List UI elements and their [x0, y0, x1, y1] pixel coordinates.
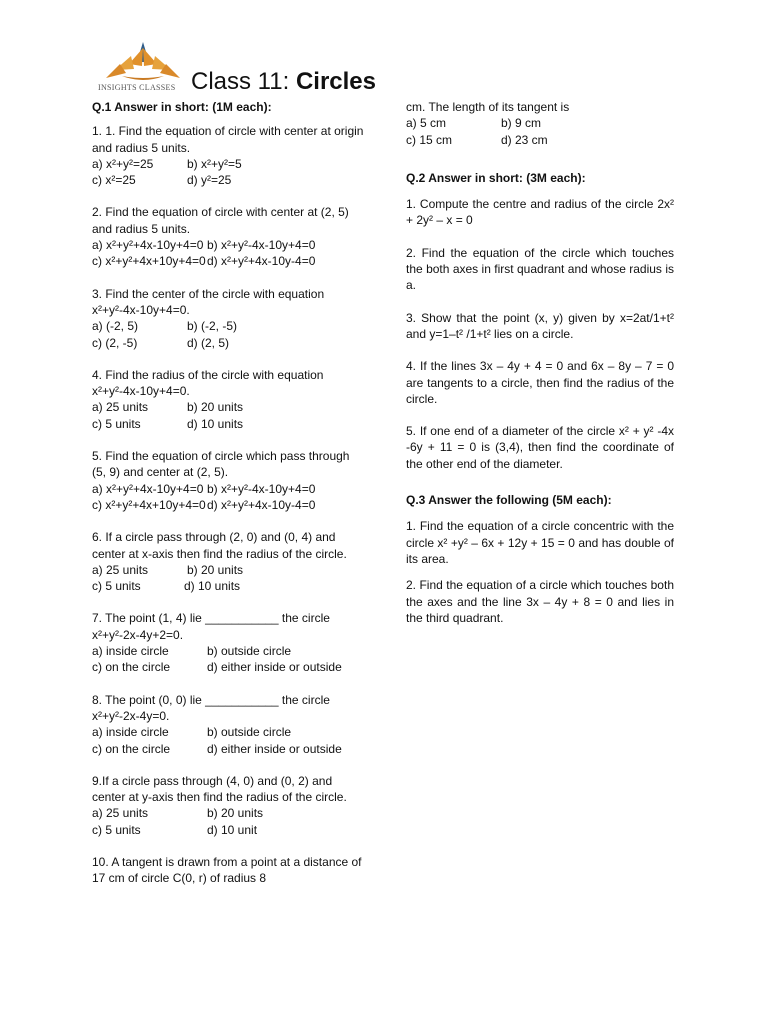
option-a: a) 25 units [92, 562, 149, 577]
question-2-4: 4. If the lines 3x – 4y + 4 = 0 and 6x – 8y – 7 = 0 are tangents to a circle, then find the radius of the circle. [406, 359, 674, 406]
question-stem: 6. If a circle pass through (2, 0) and (0, 4) and center at x-axis then find the radius of the circle. [92, 530, 347, 561]
question-1-10-part2 [406, 99, 674, 148]
option-b: b) 9 cm [501, 116, 542, 131]
option-d: d) 10 unit [207, 822, 258, 837]
option-b: b) 20 units [187, 562, 244, 577]
option-c: c) x²+y²+4x+10y+4=0 [92, 497, 206, 512]
option-d: d) 10 units [184, 579, 241, 594]
insights-classes-logo [98, 40, 188, 96]
option-c: c) x²=25 [92, 173, 136, 188]
option-b: b) x²+y²-4x-10y+4=0 [207, 238, 316, 253]
option-a: a) 25 units [92, 400, 149, 415]
question-1-7 [92, 610, 364, 675]
question-1-6 [92, 529, 364, 594]
question-2-5: 5. If one end of a diameter of the circle x² + y² -4x -6y + 11 = 0 is (3,4), then find the coordinate of the other end of the diameter. [406, 424, 674, 471]
question-stem: 10. A tangent is drawn from a point at a distance of 17 cm of circle C(0, r) of radius 8 [92, 854, 362, 886]
question-stem: 4. Find the radius of the circle with equation x²+y²-4x-10y+4=0. [92, 367, 324, 399]
question-3-2: 2. Find the equation of a circle which touches both the axes and the line 3x – 4y + 8 = 0 and lies in the third quadrant. [406, 578, 674, 625]
option-b: b) x²+y²=5 [187, 156, 242, 171]
question-1-9 [92, 773, 364, 838]
option-c: c) 5 units [92, 579, 141, 594]
option-c: c) x²+y²+4x+10y+4=0 [92, 254, 206, 269]
option-c: c) 5 units [92, 416, 141, 431]
question-stem: 9.If a circle pass through (4, 0) and (0, 2) and center at y-axis then find the radius of the circle. [92, 773, 347, 805]
option-c: c) on the circle [92, 660, 171, 675]
question-1-5 [92, 448, 364, 513]
question-1-4 [92, 367, 364, 432]
option-b: b) 20 units [187, 400, 244, 415]
option-a: a) x²+y²=25 [92, 156, 154, 171]
option-a: a) x²+y²+4x-10y+4=0 [92, 238, 204, 253]
question-3-1: 1. Find the equation of a circle concentric with the circle x² +y² – 6x + 12y + 15 = 0 and has double of its area. [406, 519, 674, 566]
question-1-8 [92, 692, 364, 757]
option-c: c) (2, -5) [92, 335, 138, 350]
question-stem: 2. Find the equation of circle with center at (2, 5) and radius 5 units. [92, 205, 349, 236]
option-d: d) x²+y²+4x-10y-4=0 [207, 497, 316, 512]
option-c: c) 15 cm [406, 132, 453, 147]
page-title [191, 68, 376, 96]
option-d: d) either inside or outside [207, 660, 342, 675]
question-2-3: 3. Show that the point (x, y) given by x=2at/1+t² and y=1–t² /1+t² lies on a circle. [406, 310, 674, 341]
question-1-1 [92, 123, 364, 188]
question-1-3 [92, 286, 364, 351]
option-a: a) inside circle [92, 725, 169, 740]
option-c: c) on the circle [92, 741, 171, 756]
section3-heading: Q.3 Answer the following (5M each): [406, 493, 612, 508]
option-d: d) 10 units [187, 416, 244, 431]
question-stem: 7. The point (1, 4) lie ___________ the circle x²+y²-2x-4y+2=0. [92, 611, 330, 642]
question-stem: 8. The point (0, 0) lie ___________ the circle x²+y²-2x-4y=0. [92, 692, 330, 723]
question-1-2 [92, 204, 364, 269]
option-d: d) either inside or outside [207, 741, 342, 756]
option-b: b) (-2, -5) [187, 319, 238, 334]
question-stem: 5. Find the equation of circle which pass through (5, 9) and center at (2, 5). [92, 449, 350, 480]
option-d: d) y²=25 [187, 173, 232, 188]
option-b: b) outside circle [207, 725, 292, 740]
question-stem: 1. 1. Find the equation of circle with center at origin and radius 5 units. [92, 124, 364, 155]
option-a: a) inside circle [92, 644, 169, 659]
title-prefix: Class 11: [191, 68, 296, 95]
option-a: a) x²+y²+4x-10y+4=0 [92, 481, 204, 496]
option-d: d) (2, 5) [187, 335, 230, 350]
section1-heading: Q.1 Answer in short: (1M each): [92, 100, 272, 114]
title-topic: Circles [295, 68, 376, 95]
question-1-10-part1 [92, 854, 364, 887]
option-a: a) 5 cm [406, 116, 447, 131]
question-stem: 3. Find the center of the circle with equation x²+y²-4x-10y+4=0. [92, 286, 325, 317]
option-b: b) x²+y²-4x-10y+4=0 [207, 481, 316, 496]
option-a: a) 25 units [92, 806, 149, 821]
lotus-logo-icon [98, 40, 188, 84]
option-c: c) 5 units [92, 822, 141, 837]
logo-text: INSIGHTS CLASSES [98, 83, 176, 92]
question-stem-continued: cm. The length of its tangent is [406, 100, 570, 114]
question-2-1: 1. Compute the centre and radius of the circle 2x² + 2y² – x = 0 [406, 197, 674, 228]
option-b: b) 20 units [207, 806, 264, 821]
option-b: b) outside circle [207, 644, 292, 659]
option-d: d) 23 cm [501, 132, 548, 147]
left-column [92, 99, 364, 903]
option-d: d) x²+y²+4x-10y-4=0 [207, 254, 316, 269]
option-a: a) (-2, 5) [92, 319, 139, 334]
section2-heading: Q.2 Answer in short: (3M each): [406, 170, 586, 185]
right-column [406, 99, 674, 642]
question-2-2: 2. Find the equation of the circle which touches the both axes in first quadrant and whose radius is a. [406, 245, 674, 293]
